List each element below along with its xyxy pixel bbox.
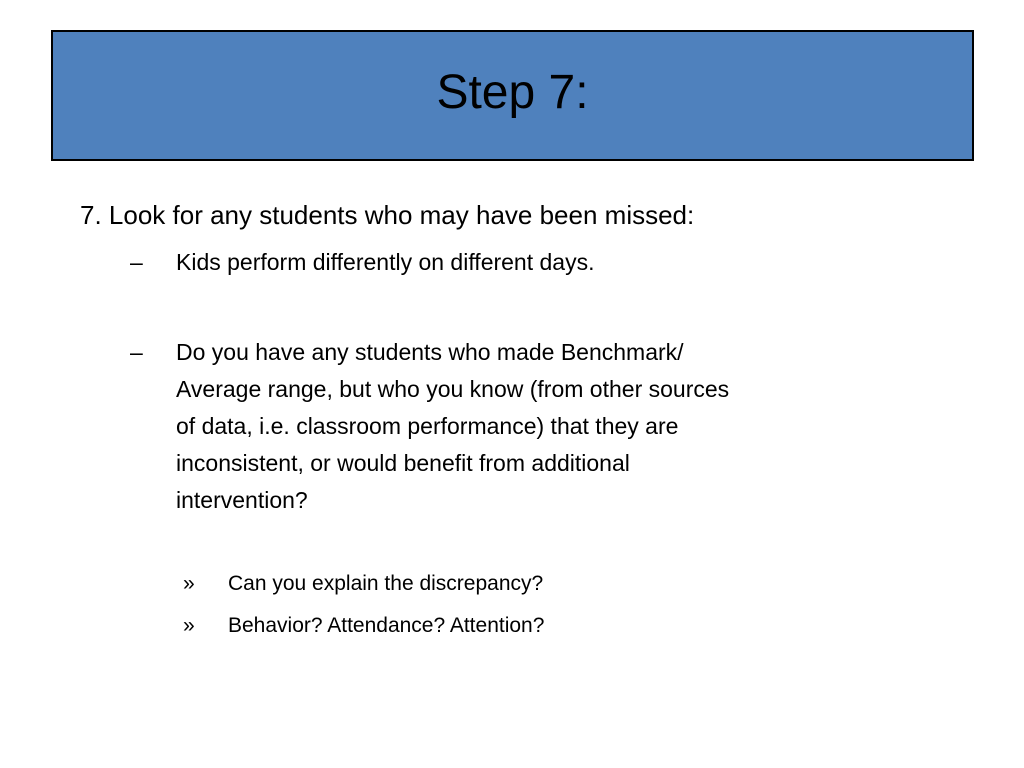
sub-sub-bullet-text: Can you explain the discrepancy?	[228, 572, 544, 595]
chevron-marker: »	[183, 614, 195, 637]
dash-marker: –	[130, 339, 143, 365]
dash-marker: –	[130, 249, 143, 275]
sub-bullet-text: Kids perform differently on different days.	[176, 249, 595, 275]
sub-bullet-text: Do you have any students who made Benchmark/ Average range, but who you know (from other sources of data, i.e. classroom performance) that they are inconsistent, or would benefit from additional intervention?	[176, 339, 730, 513]
sub-sub-bullet-text: Behavior? Attendance? Attention?	[228, 614, 545, 637]
main-bullet: 7. Look for any students who may have been missed:	[80, 200, 695, 230]
chevron-marker: »	[183, 572, 195, 595]
slide-title: Step 7:	[436, 65, 589, 119]
